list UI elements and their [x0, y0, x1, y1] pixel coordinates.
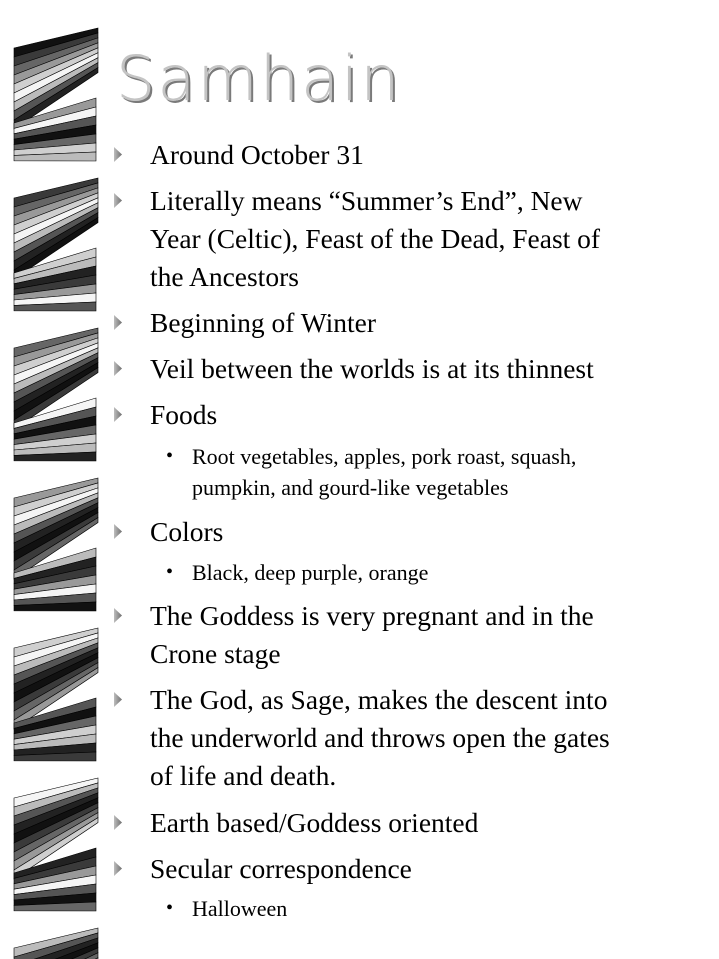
bullet-item: Earth based/Goddess oriented [150, 807, 479, 838]
bullet-item: The Goddess is very pregnant and in the Crone stage [150, 600, 594, 669]
ribbon-twist [14, 928, 98, 959]
sub-bullet-item: Halloween [192, 896, 288, 921]
bullet-item: Beginning of Winter [150, 307, 376, 338]
bullet-item: Secular correspondence [150, 853, 412, 884]
ribbon-twist [14, 178, 98, 311]
bullet-item: Literally means “Summer’s End”, New Year (Celtic), Feast of the Dead, Feast of the Ancestors [150, 185, 601, 292]
ribbon-twist [14, 478, 98, 611]
bullet-marker [114, 193, 122, 208]
bullet-marker [114, 147, 122, 162]
bullet-marker [114, 315, 122, 330]
bullet-marker [114, 407, 122, 422]
ribbon-twist [14, 778, 98, 911]
bullet-marker [114, 361, 122, 376]
bullet-marker [114, 608, 122, 623]
sub-bullet-marker: • [166, 561, 174, 583]
sub-bullet-item: Black, deep purple, orange [192, 560, 429, 585]
bullet-item: Veil between the worlds is at its thinnest [150, 353, 594, 384]
ribbon-twist [14, 328, 98, 461]
ribbon-twist [14, 28, 98, 161]
ribbon-twist [14, 628, 98, 761]
decorative-ribbon-border [0, 0, 110, 959]
bullet-item: Around October 31 [150, 139, 364, 170]
bullet-item: Foods [150, 399, 218, 430]
bullet-item: The God, as Sage, makes the descent into the underworld and throws open the gates of life and death. [150, 684, 610, 791]
bullet-marker [114, 692, 122, 707]
sub-bullet-item: Root vegetables, apples, pork roast, squash, pumpkin, and gourd-like vegetables [192, 444, 577, 500]
sub-bullet-marker: • [166, 897, 174, 919]
slide-title: Samhain [116, 42, 402, 115]
sub-bullet-marker: • [166, 445, 174, 467]
bullet-marker [114, 861, 122, 876]
bullet-item: Colors [150, 516, 224, 547]
bullet-marker [114, 815, 122, 830]
bullet-marker [114, 524, 122, 539]
